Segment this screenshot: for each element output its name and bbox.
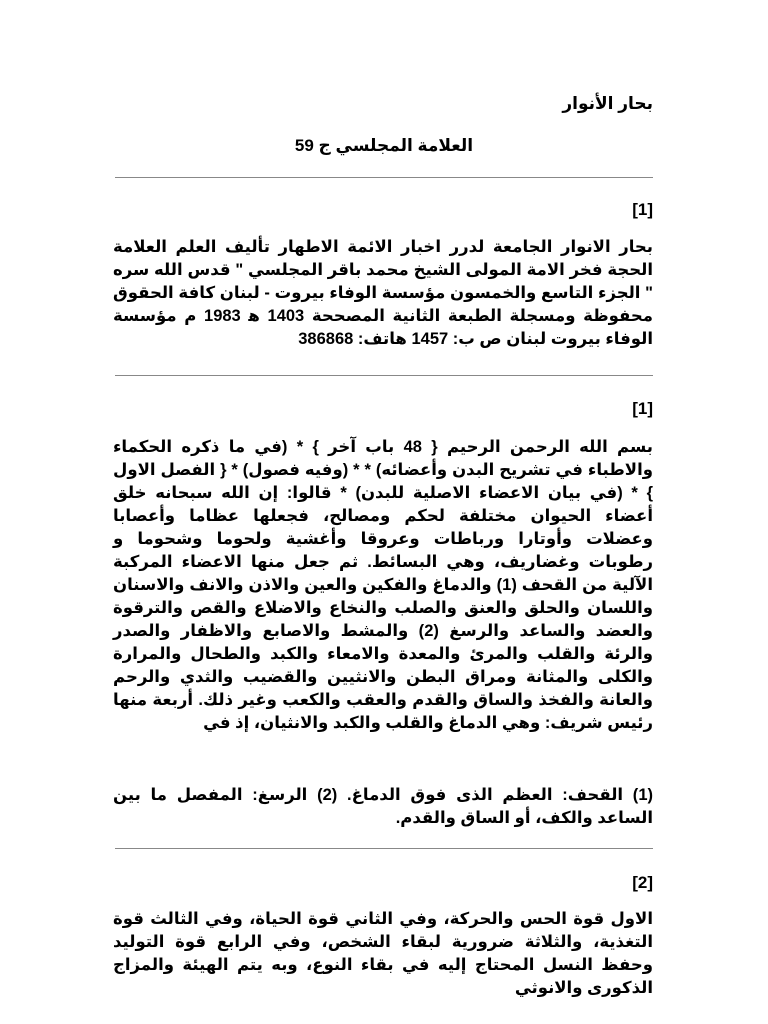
section-divider — [115, 375, 653, 376]
body-paragraph: الاول قوة الحس والحركة، وفي الثاني قوة الحياة، وفي الثالث قوة التغذية، والثلاثة ضرورية لبقاء الشخص، وفي الرابع قوة التوليد وحفظ النسل المحتاج إليه في بقاء النوع، وبه يتم الهيئة والمزاج الذكورى والانوثي — [113, 910, 653, 997]
page-marker: [2] — [632, 873, 653, 892]
book-title: بحار الأنوار — [562, 94, 653, 113]
page-marker: [1] — [632, 200, 653, 219]
page-marker: [1] — [632, 399, 653, 418]
footnote: (1) القحف: العظم الذى فوق الدماغ. (2) الرسغ: المفصل ما بين الساعد والكف، أو الساق والقدم. — [113, 786, 653, 827]
volume-title: العلامة المجلسي ج 59 — [294, 136, 474, 155]
section-divider — [115, 177, 653, 178]
body-paragraph: بسم الله الرحمن الرحيم { 48 باب آخر } * (في ما ذكره الحكماء والاطباء في تشريح البدن وأعضائه) * * (وفيه فصول) * { الفصل الاول } * (في بيان الاعضاء الاصلية للبدن) * قالوا: إن الله سبحانه خلق أعضاء الحيوان مختلفة لحكم ومصالح، فجعلها عظاما وأعصابا وعضلات وأوتارا ورباطات وعروقا وأغشية ولحوما وشحوما و رطوبات وغضاريف، وهي البسائط. ثم جعل منها الاعضاء المركبة الآلية من القحف (1) والدماغ والفكين والعين والاذن والانف والاسنان واللسان والحلق والعنق والصلب والنخاع والاضلاع والقص والترقوة والعضد والساعد والرسغ (2) والمشط والاصابع والاظفار والصدر والرئة والقلب والمرئ والمعدة والامعاء والكبد والطحال والمرارة والكلى والمثانة ومراق البطن والانثيين والقضيب والثدي والرحم والعانة والفخذ والساق والقدم والعقب والكعب وغير ذلك. أربعة منها رئيس شريف: وهي الدماغ والقلب والكبد والانثيان، إذ في — [113, 438, 654, 732]
publication-info-paragraph: بحار الانوار الجامعة لدرر اخبار الائمة الاطهار تأليف العلم العلامة الحجة فخر الامة المولى الشيخ محمد باقر المجلسي " قدس الله سره " الجزء التاسع والخمسون مؤسسة الوفاء بيروت - لبنان كافة الحقوق محفوظة ومسجلة الطبعة الثانية المصححة 1403 ه‍ 1983 م مؤسسة الوفاء بيروت لبنان ص ب: 1457 هاتف: 386868 — [113, 238, 653, 348]
section-divider — [115, 848, 653, 849]
